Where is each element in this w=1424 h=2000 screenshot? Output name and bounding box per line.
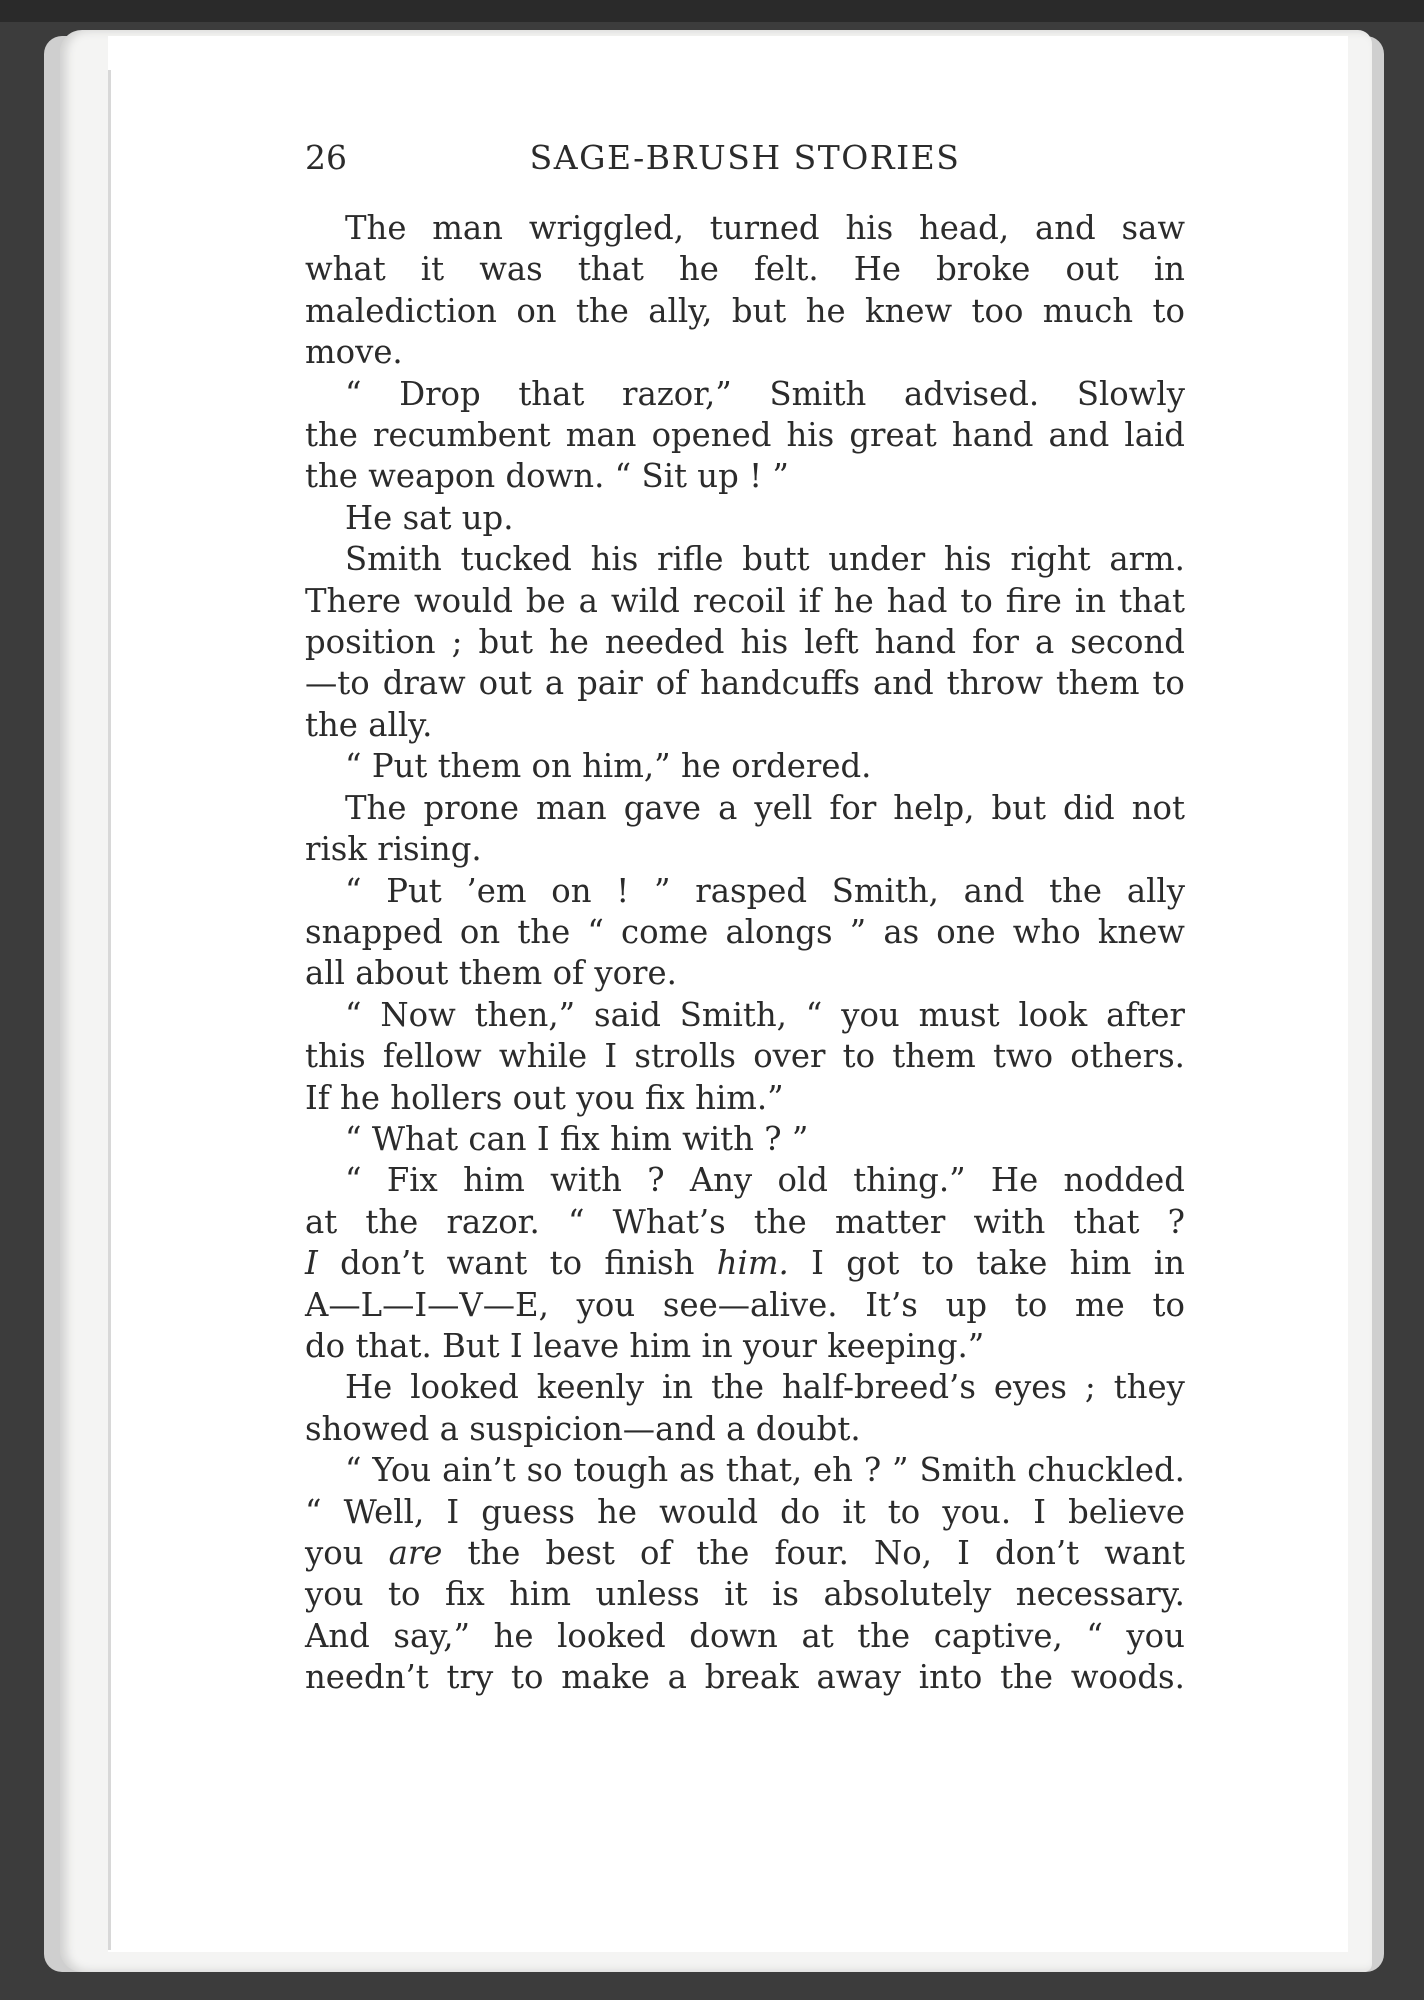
text-line: “ Now then,” said Smith, “ you must look after	[345, 995, 1185, 1034]
text-line: Smith tucked his rifle butt under his right arm.	[345, 540, 1185, 579]
text-line: all about them of yore.	[305, 954, 677, 993]
text-line: I don’t want to finish him. I got to take him in	[305, 1244, 1185, 1283]
text-line: “ What can I fix him with ? ”	[345, 1119, 809, 1158]
text-line: —to draw out a pair of handcuffs and throw them to	[305, 664, 1185, 703]
text-line: the weapon down. “ Sit up ! ”	[305, 457, 789, 496]
text-line: you to fix him unless it is absolutely necessary.	[305, 1575, 1185, 1614]
text-line: the recumbent man opened his great hand and laid	[305, 416, 1185, 455]
text-line: The prone man gave a yell for help, but did not	[345, 788, 1185, 827]
text-line: the ally.	[305, 705, 433, 744]
text-line: do that. But I leave him in your keeping.”	[305, 1326, 985, 1365]
text-line: “ Put ’em on ! ” rasped Smith, and the ally	[345, 871, 1185, 910]
text-line: showed a suspicion—and a doubt.	[305, 1409, 861, 1448]
text-line: “ You ain’t so tough as that, eh ? ” Smith chuckled.	[345, 1451, 1185, 1490]
text-line: needn’t try to make a break away into the woods.	[305, 1658, 1185, 1697]
body-text	[305, 208, 1185, 1699]
text-line: “ Fix him with ? Any old thing.” He nodded	[345, 1161, 1185, 1200]
text-line: what it was that he felt. He broke out in	[305, 250, 1185, 289]
text-line: He looked keenly in the half-breed’s eyes ; they	[345, 1368, 1185, 1407]
text-line: And say,” he looked down at the captive, “ you	[305, 1616, 1185, 1655]
text-line: “ Put them on him,” he ordered.	[345, 747, 872, 786]
text-line: “ Well, I guess he would do it to you. I believe	[305, 1492, 1185, 1531]
cover-top-edge	[0, 0, 1424, 22]
page-gutter	[108, 70, 111, 1950]
page-number: 26	[305, 138, 347, 177]
text-line: “ Drop that razor,” Smith advised. Slowly	[345, 374, 1185, 413]
text-line: The man wriggled, turned his head, and saw	[345, 209, 1185, 247]
text-line: move.	[305, 333, 403, 372]
text-line: you are the best of the four. No, I don’t want	[305, 1534, 1185, 1572]
text-line: position ; but he needed his left hand for a second	[305, 623, 1185, 662]
text-line: There would be a wild recoil if he had to fire in that	[305, 581, 1185, 620]
text-line: If he hollers out you fix him.”	[305, 1078, 784, 1117]
text-line: this fellow while I strolls over to them two others.	[305, 1037, 1185, 1076]
text-line: He sat up.	[345, 498, 514, 537]
text-line: risk rising.	[305, 830, 482, 869]
text-line: at the razor. “ What’s the matter with that ?	[305, 1202, 1185, 1241]
running-title: SAGE-BRUSH STORIES	[529, 138, 961, 177]
text-line: A—L—I—V—E, you see—alive. It’s up to me to	[305, 1285, 1185, 1324]
text-line: snapped on the “ come alongs ” as one who knew	[305, 912, 1185, 951]
text-block	[305, 130, 1185, 1699]
page-header	[305, 130, 1185, 186]
text-line: malediction on the ally, but he knew too much to	[305, 291, 1185, 330]
